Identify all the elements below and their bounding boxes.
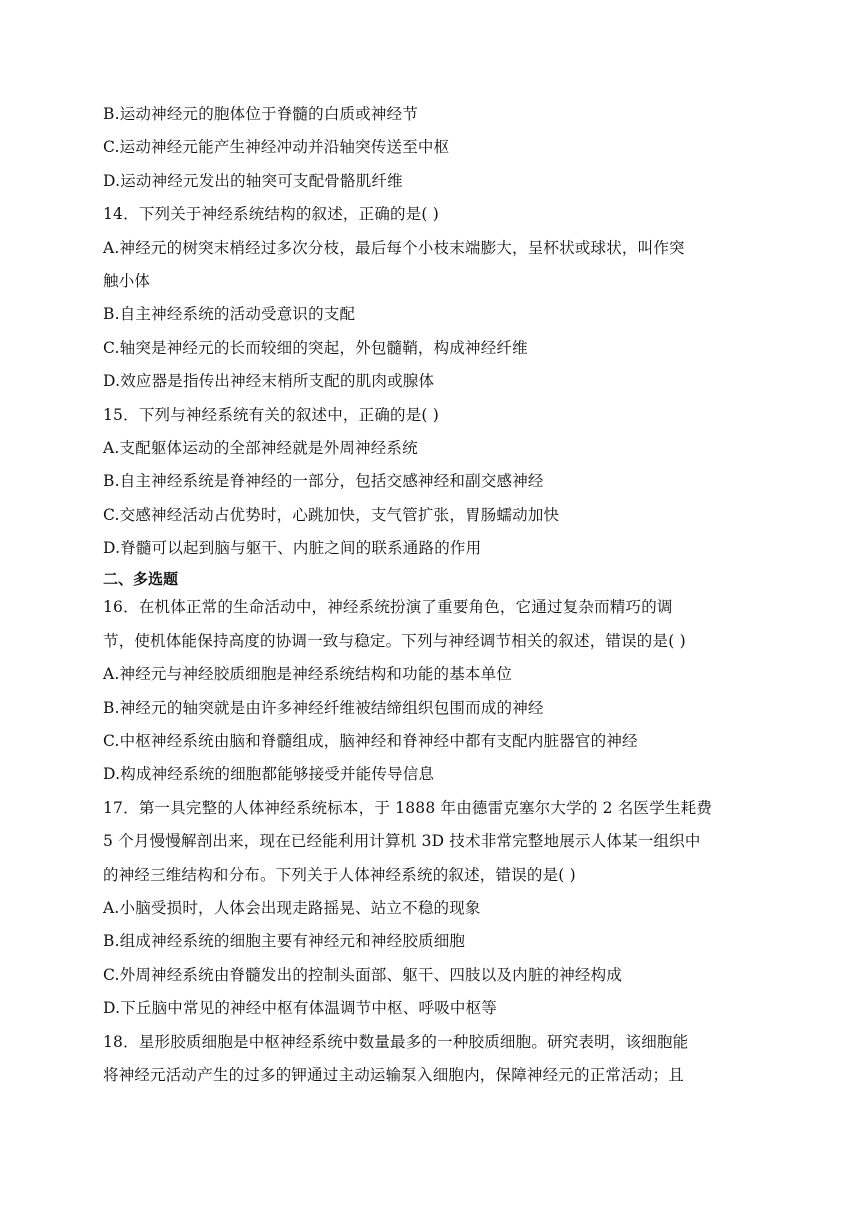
question-14-stem: 14．下列关于神经系统结构的叙述，正确的是( ) — [103, 205, 440, 224]
question-17-option-b: B.组成神经系统的细胞主要有神经元和神经胶质细胞 — [103, 932, 466, 951]
question-14-option-a: A.神经元的树突末梢经过多次分枝，最后每个小枝末端膨大，呈杯状或球状，叫作突 — [103, 238, 685, 257]
question-16-option-d: D.构成神经系统的细胞都能够接受并能传导信息 — [103, 765, 435, 784]
question-15-stem: 15．下列与神经系统有关的叙述中，正确的是( ) — [103, 405, 440, 424]
question-18-stem-cont: 将神经元活动产生的过多的钾通过主动运输泵入细胞内，保障神经元的正常活动；且 — [103, 1065, 684, 1084]
question-15-option-b: B.自主神经系统是脊神经的一部分，包括交感神经和副交感神经 — [103, 472, 544, 491]
question-16-option-a: A.神经元与神经胶质细胞是神经系统结构和功能的基本单位 — [103, 665, 513, 684]
question-17-stem-cont-2: 的神经三维结构和分布。下列关于人体神经系统的叙述，错误的是( ) — [103, 865, 576, 884]
question-14-option-c: C.轴突是神经元的长而较细的突起，外包髓鞘，构成神经纤维 — [103, 338, 528, 357]
question-16-option-c: C.中枢神经系统由脑和脊髓组成，脑神经和脊神经中都有支配内脏器官的神经 — [103, 732, 638, 751]
question-17-option-c: C.外周神经系统由脊髓发出的控制头面部、躯干、四肢以及内脏的神经构成 — [103, 965, 623, 984]
line-d-motor-axon: D.运动神经元发出的轴突可支配骨骼肌纤维 — [103, 171, 403, 190]
question-17-stem-cont-1: 5 个月慢慢解剖出来，现在已经能利用计算机 3D 技术非常完整地展示人体某一组织中 — [103, 832, 701, 851]
line-b-motor-soma: B.运动神经元的胞体位于脊髓的白质或神经节 — [103, 105, 419, 123]
question-14-option-d: D.效应器是指传出神经末梢所支配的肌肉或腺体 — [103, 372, 435, 391]
question-15-option-d: D.脊髓可以起到脑与躯干、内脏之间的联系通路的作用 — [103, 539, 482, 558]
question-16-stem-cont: 节，使机体能保持高度的协调一致与稳定。下列与神经调节相关的叙述，错误的是( ) — [103, 631, 686, 650]
document-page — [103, 98, 763, 1092]
question-15-option-c: C.交感神经活动占优势时，心跳加快，支气管扩张，胃肠蠕动加快 — [103, 505, 560, 524]
question-17-option-d: D.下丘脑中常见的神经中枢有体温调节中枢、呼吸中枢等 — [103, 999, 498, 1018]
question-14-option-b: B.自主神经系统的活动受意识的支配 — [103, 305, 356, 324]
question-18-stem: 18．星形胶质细胞是中枢神经系统中数量最多的一种胶质细胞。研究表明，该细胞能 — [103, 1032, 689, 1051]
question-17-stem: 17．第一具完整的人体神经系统标本，于 1888 年由德雷克塞尔大学的 2 名医学生耗费 — [103, 798, 713, 817]
question-16-stem: 16．在机体正常的生命活动中，神经系统扮演了重要角色，它通过复杂而精巧的调 — [103, 598, 673, 617]
question-16-option-b: B.神经元的轴突就是由许多神经纤维被结缔组织包围而成的神经 — [103, 698, 544, 717]
line-c-motor-impulse: C.运动神经元能产生神经冲动并沿轴突传送至中枢 — [103, 138, 450, 157]
question-17-option-a: A.小脑受损时，人体会出现走路摇晃、站立不稳的现象 — [103, 898, 481, 917]
question-14-option-a-cont: 触小体 — [103, 271, 151, 290]
question-15-option-a: A.支配躯体运动的全部神经就是外周神经系统 — [103, 438, 418, 457]
section-heading-multiple-choice: 二、多选题 — [103, 570, 179, 589]
